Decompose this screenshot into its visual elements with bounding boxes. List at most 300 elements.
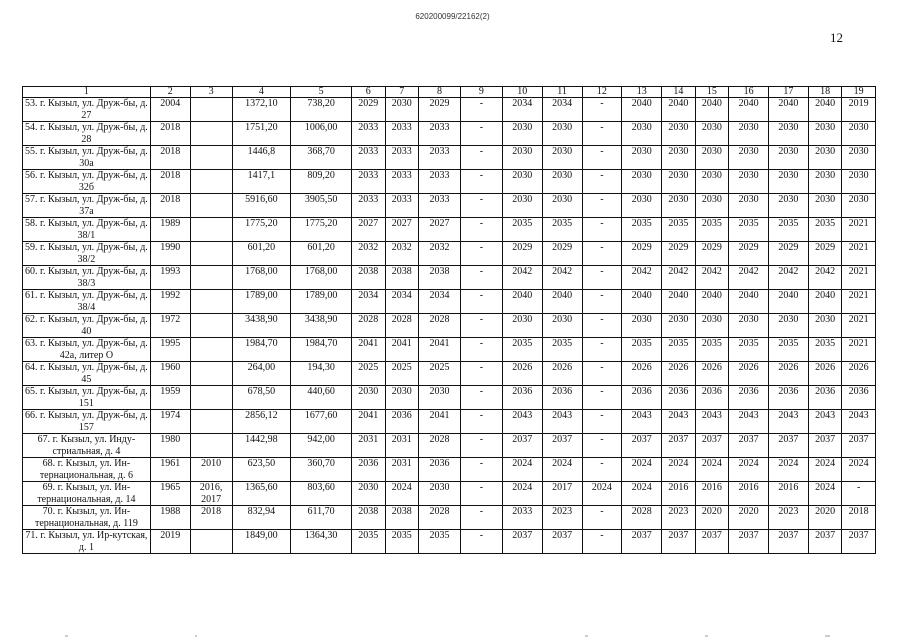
repair-year-cell	[190, 530, 232, 554]
planned-year-cell: 2037	[808, 530, 842, 554]
area-cell: 3438,90	[232, 314, 291, 338]
planned-year-cell: 2042	[502, 266, 542, 290]
planned-year-cell: 2040	[695, 98, 729, 122]
planned-year-cell: 2029	[502, 242, 542, 266]
planned-year-cell: -	[582, 122, 622, 146]
housing-register-table	[22, 86, 876, 554]
planned-year-cell: 2028	[622, 506, 662, 530]
planned-year-cell: 2030	[808, 194, 842, 218]
repair-year-cell	[190, 146, 232, 170]
build-year-cell: 2004	[150, 98, 190, 122]
planned-year-cell: 2018	[842, 506, 876, 530]
planned-year-cell: -	[582, 410, 622, 434]
column-header: 18	[808, 87, 842, 98]
planned-year-cell: 2030	[502, 194, 542, 218]
planned-year-cell: 2035	[769, 218, 809, 242]
planned-year-cell: 2036	[419, 458, 461, 482]
planned-year-cell: 2024	[622, 482, 662, 506]
planned-year-cell: 2038	[352, 506, 386, 530]
planned-year-cell: 2034	[385, 290, 419, 314]
planned-year-cell: 2029	[419, 98, 461, 122]
build-year-cell: 1995	[150, 338, 190, 362]
planned-year-cell: 2028	[419, 506, 461, 530]
column-header: 11	[542, 87, 582, 98]
planned-year-cell: 2024	[808, 482, 842, 506]
planned-year-cell: 2035	[502, 338, 542, 362]
planned-year-cell: 2035	[622, 338, 662, 362]
planned-year-cell: 2030	[622, 122, 662, 146]
planned-year-cell: 2040	[729, 290, 769, 314]
planned-year-cell: 2042	[808, 266, 842, 290]
planned-year-cell: 2029	[808, 242, 842, 266]
planned-year-cell: 2030	[769, 194, 809, 218]
repair-year-cell	[190, 290, 232, 314]
planned-year-cell: 2030	[769, 146, 809, 170]
area-cell: 601,20	[291, 242, 352, 266]
planned-year-cell: 2030	[842, 122, 876, 146]
planned-year-cell: 2043	[662, 410, 696, 434]
planned-year-cell: 2030	[542, 170, 582, 194]
planned-year-cell: 2030	[622, 314, 662, 338]
planned-year-cell: 2024	[842, 458, 876, 482]
build-year-cell: 1990	[150, 242, 190, 266]
planned-year-cell: 2037	[769, 530, 809, 554]
planned-year-cell: 2026	[808, 362, 842, 386]
planned-year-cell: 2035	[622, 218, 662, 242]
planned-year-cell: 2016	[729, 482, 769, 506]
repair-year-cell	[190, 386, 232, 410]
table-row	[23, 458, 876, 482]
column-header: 4	[232, 87, 291, 98]
planned-year-cell: 2019	[842, 98, 876, 122]
table-row	[23, 506, 876, 530]
repair-year-cell: 2016, 2017	[190, 482, 232, 506]
column-header: 12	[582, 87, 622, 98]
planned-year-cell: 2042	[622, 266, 662, 290]
planned-year-cell: 2043	[622, 410, 662, 434]
planned-year-cell: 2033	[385, 146, 419, 170]
document-id: 620200099/22162(2)	[415, 12, 490, 21]
planned-year-cell: 2043	[808, 410, 842, 434]
area-cell: 942,00	[291, 434, 352, 458]
table-row	[23, 266, 876, 290]
planned-year-cell: 2037	[662, 434, 696, 458]
planned-year-cell: 2030	[662, 170, 696, 194]
build-year-cell: 1959	[150, 386, 190, 410]
planned-year-cell: 2041	[352, 410, 386, 434]
planned-year-cell: 2037	[808, 434, 842, 458]
planned-year-cell: 2030	[842, 194, 876, 218]
address-cell: 61. г. Кызыл, ул. Друж-бы, д. 38/4	[23, 290, 151, 314]
planned-year-cell: 2030	[808, 122, 842, 146]
planned-year-cell: 2034	[352, 290, 386, 314]
planned-year-cell: 2041	[352, 338, 386, 362]
area-cell: 1849,00	[232, 530, 291, 554]
planned-year-cell: 2042	[729, 266, 769, 290]
planned-year-cell: 2029	[352, 98, 386, 122]
build-year-cell: 1988	[150, 506, 190, 530]
planned-year-cell: -	[582, 530, 622, 554]
planned-year-cell: -	[460, 98, 502, 122]
build-year-cell: 1980	[150, 434, 190, 458]
area-cell: 360,70	[291, 458, 352, 482]
planned-year-cell: 2036	[622, 386, 662, 410]
planned-year-cell: 2041	[419, 338, 461, 362]
planned-year-cell: -	[460, 338, 502, 362]
planned-year-cell: 2040	[662, 98, 696, 122]
planned-year-cell: 2021	[842, 266, 876, 290]
planned-year-cell: 2036	[352, 458, 386, 482]
planned-year-cell: 2040	[542, 290, 582, 314]
planned-year-cell: 2033	[419, 122, 461, 146]
build-year-cell: 2018	[150, 194, 190, 218]
planned-year-cell: 2035	[808, 338, 842, 362]
repair-year-cell: 2018	[190, 506, 232, 530]
repair-year-cell	[190, 410, 232, 434]
planned-year-cell: -	[582, 170, 622, 194]
planned-year-cell: 2036	[729, 386, 769, 410]
column-number-row	[23, 87, 876, 98]
planned-year-cell: 2038	[352, 266, 386, 290]
planned-year-cell: -	[460, 266, 502, 290]
column-header: 8	[419, 87, 461, 98]
planned-year-cell: 2032	[352, 242, 386, 266]
address-cell: 62. г. Кызыл, ул. Друж-бы, д. 40	[23, 314, 151, 338]
planned-year-cell: 2026	[729, 362, 769, 386]
area-cell: 1984,70	[291, 338, 352, 362]
planned-year-cell: 2043	[769, 410, 809, 434]
planned-year-cell: 2024	[695, 458, 729, 482]
planned-year-cell: 2031	[385, 434, 419, 458]
table-row	[23, 242, 876, 266]
planned-year-cell: 2024	[622, 458, 662, 482]
planned-year-cell: 2029	[769, 242, 809, 266]
planned-year-cell: -	[582, 242, 622, 266]
planned-year-cell: 2029	[662, 242, 696, 266]
planned-year-cell: 2030	[352, 386, 386, 410]
column-header: 15	[695, 87, 729, 98]
planned-year-cell: -	[582, 362, 622, 386]
repair-year-cell	[190, 98, 232, 122]
build-year-cell: 1960	[150, 362, 190, 386]
column-header: 2	[150, 87, 190, 98]
planned-year-cell: 2034	[419, 290, 461, 314]
planned-year-cell: -	[460, 386, 502, 410]
planned-year-cell: 2027	[352, 218, 386, 242]
area-cell: 1442,98	[232, 434, 291, 458]
address-cell: 56. г. Кызыл, ул. Друж-бы, д. 32б	[23, 170, 151, 194]
planned-year-cell: 2030	[695, 170, 729, 194]
planned-year-cell: 2024	[769, 458, 809, 482]
planned-year-cell: 2029	[622, 242, 662, 266]
planned-year-cell: 2042	[769, 266, 809, 290]
repair-year-cell	[190, 242, 232, 266]
planned-year-cell: 2035	[808, 218, 842, 242]
table-row	[23, 530, 876, 554]
area-cell: 1789,00	[291, 290, 352, 314]
planned-year-cell: 2030	[729, 122, 769, 146]
planned-year-cell: -	[460, 482, 502, 506]
area-cell: 264,00	[232, 362, 291, 386]
planned-year-cell: 2031	[385, 458, 419, 482]
planned-year-cell: 2036	[385, 410, 419, 434]
planned-year-cell: 2026	[695, 362, 729, 386]
planned-year-cell: 2033	[385, 170, 419, 194]
planned-year-cell: 2021	[842, 338, 876, 362]
planned-year-cell: -	[582, 314, 622, 338]
planned-year-cell: 2024	[502, 482, 542, 506]
planned-year-cell: 2020	[729, 506, 769, 530]
area-cell: 1984,70	[232, 338, 291, 362]
repair-year-cell	[190, 170, 232, 194]
column-header: 1	[23, 87, 151, 98]
planned-year-cell: 2030	[842, 146, 876, 170]
planned-year-cell: 2030	[729, 194, 769, 218]
area-cell: 1775,20	[232, 218, 291, 242]
table-row	[23, 314, 876, 338]
planned-year-cell: -	[460, 194, 502, 218]
table-row	[23, 122, 876, 146]
planned-year-cell: -	[460, 122, 502, 146]
planned-year-cell: 2037	[695, 434, 729, 458]
planned-year-cell: 2030	[385, 386, 419, 410]
area-cell: 1446,8	[232, 146, 291, 170]
table-row	[23, 218, 876, 242]
area-cell: 611,70	[291, 506, 352, 530]
address-cell: 67. г. Кызыл, ул. Инду-стриальная, д. 4	[23, 434, 151, 458]
planned-year-cell: 2035	[352, 530, 386, 554]
column-header: 14	[662, 87, 696, 98]
planned-year-cell: 2032	[385, 242, 419, 266]
planned-year-cell: 2028	[419, 314, 461, 338]
planned-year-cell: 2033	[352, 170, 386, 194]
area-cell: 440,60	[291, 386, 352, 410]
planned-year-cell: 2043	[502, 410, 542, 434]
planned-year-cell: 2030	[502, 170, 542, 194]
planned-year-cell: 2032	[419, 242, 461, 266]
area-cell: 678,50	[232, 386, 291, 410]
area-cell: 1789,00	[232, 290, 291, 314]
planned-year-cell: 2043	[842, 410, 876, 434]
table-body	[23, 98, 876, 554]
planned-year-cell: -	[582, 506, 622, 530]
planned-year-cell: 2035	[502, 218, 542, 242]
build-year-cell: 2019	[150, 530, 190, 554]
area-cell: 1677,60	[291, 410, 352, 434]
planned-year-cell: 2030	[542, 314, 582, 338]
planned-year-cell: 2030	[769, 314, 809, 338]
planned-year-cell: 2030	[662, 314, 696, 338]
planned-year-cell: 2033	[352, 194, 386, 218]
column-header: 13	[622, 87, 662, 98]
column-header: 17	[769, 87, 809, 98]
planned-year-cell: 2030	[808, 170, 842, 194]
planned-year-cell: 2030	[769, 170, 809, 194]
planned-year-cell: 2042	[662, 266, 696, 290]
build-year-cell: 1961	[150, 458, 190, 482]
planned-year-cell: 2037	[662, 530, 696, 554]
planned-year-cell: 2043	[695, 410, 729, 434]
planned-year-cell: 2030	[808, 146, 842, 170]
planned-year-cell: 2030	[695, 146, 729, 170]
area-cell: 809,20	[291, 170, 352, 194]
repair-year-cell	[190, 194, 232, 218]
planned-year-cell: -	[460, 434, 502, 458]
column-header: 3	[190, 87, 232, 98]
address-cell: 69. г. Кызыл, ул. Ин-тернациональная, д. 14	[23, 482, 151, 506]
planned-year-cell: 2038	[385, 506, 419, 530]
planned-year-cell: 2037	[542, 434, 582, 458]
planned-year-cell: 2033	[502, 506, 542, 530]
planned-year-cell: 2030	[695, 194, 729, 218]
repair-year-cell	[190, 122, 232, 146]
address-cell: 58. г. Кызыл, ул. Друж-бы, д. 38/1	[23, 218, 151, 242]
planned-year-cell: 2030	[419, 482, 461, 506]
planned-year-cell: -	[842, 482, 876, 506]
column-header: 5	[291, 87, 352, 98]
planned-year-cell: 2036	[542, 386, 582, 410]
planned-year-cell: 2035	[662, 218, 696, 242]
planned-year-cell: 2030	[695, 122, 729, 146]
planned-year-cell: 2037	[695, 530, 729, 554]
planned-year-cell: -	[582, 146, 622, 170]
area-cell: 623,50	[232, 458, 291, 482]
area-cell: 368,70	[291, 146, 352, 170]
planned-year-cell: 2026	[769, 362, 809, 386]
planned-year-cell: 2035	[695, 218, 729, 242]
address-cell: 63. г. Кызыл, ул. Друж-бы, д. 42а, литер О	[23, 338, 151, 362]
planned-year-cell: 2030	[729, 146, 769, 170]
planned-year-cell: -	[460, 242, 502, 266]
planned-year-cell: 2033	[352, 146, 386, 170]
planned-year-cell: 2021	[842, 290, 876, 314]
planned-year-cell: 2030	[662, 122, 696, 146]
planned-year-cell: 2028	[419, 434, 461, 458]
planned-year-cell: -	[460, 146, 502, 170]
planned-year-cell: 2025	[352, 362, 386, 386]
planned-year-cell: 2026	[622, 362, 662, 386]
planned-year-cell: 2037	[842, 434, 876, 458]
area-cell: 1768,00	[232, 266, 291, 290]
area-cell: 1768,00	[291, 266, 352, 290]
planned-year-cell: -	[460, 290, 502, 314]
planned-year-cell: -	[460, 458, 502, 482]
area-cell: 738,20	[291, 98, 352, 122]
table-row	[23, 338, 876, 362]
planned-year-cell: 2021	[842, 218, 876, 242]
planned-year-cell: 2030	[842, 170, 876, 194]
build-year-cell: 2018	[150, 146, 190, 170]
planned-year-cell: 2016	[662, 482, 696, 506]
planned-year-cell: 2037	[542, 530, 582, 554]
planned-year-cell: -	[460, 170, 502, 194]
planned-year-cell: 2026	[842, 362, 876, 386]
area-cell: 194,30	[291, 362, 352, 386]
planned-year-cell: 2030	[769, 122, 809, 146]
planned-year-cell: 2030	[542, 146, 582, 170]
table-row	[23, 362, 876, 386]
planned-year-cell: 2036	[662, 386, 696, 410]
planned-year-cell: 2024	[808, 458, 842, 482]
planned-year-cell: 2030	[695, 314, 729, 338]
planned-year-cell: -	[582, 194, 622, 218]
table-row	[23, 386, 876, 410]
planned-year-cell: 2042	[695, 266, 729, 290]
planned-year-cell: 2028	[385, 314, 419, 338]
scan-edge-marks	[0, 634, 905, 638]
build-year-cell: 1993	[150, 266, 190, 290]
build-year-cell: 1974	[150, 410, 190, 434]
table-row	[23, 98, 876, 122]
planned-year-cell: 2026	[502, 362, 542, 386]
table-row	[23, 434, 876, 458]
planned-year-cell: 2030	[662, 194, 696, 218]
planned-year-cell: 2026	[542, 362, 582, 386]
column-header: 9	[460, 87, 502, 98]
repair-year-cell	[190, 218, 232, 242]
planned-year-cell: 2030	[419, 386, 461, 410]
column-header: 6	[352, 87, 386, 98]
planned-year-cell: 2030	[352, 482, 386, 506]
planned-year-cell: 2030	[622, 194, 662, 218]
table-row	[23, 482, 876, 506]
planned-year-cell: 2030	[662, 146, 696, 170]
planned-year-cell: -	[582, 338, 622, 362]
repair-year-cell	[190, 362, 232, 386]
planned-year-cell: 2034	[502, 98, 542, 122]
repair-year-cell	[190, 434, 232, 458]
planned-year-cell: 2028	[352, 314, 386, 338]
area-cell: 1364,30	[291, 530, 352, 554]
planned-year-cell: 2023	[662, 506, 696, 530]
planned-year-cell: 2030	[502, 122, 542, 146]
build-year-cell: 1989	[150, 218, 190, 242]
planned-year-cell: 2036	[808, 386, 842, 410]
planned-year-cell: 2033	[385, 122, 419, 146]
planned-year-cell: 2038	[385, 266, 419, 290]
planned-year-cell: 2036	[769, 386, 809, 410]
address-cell: 71. г. Кызыл, ул. Ир-кутская, д. 1	[23, 530, 151, 554]
planned-year-cell: 2035	[769, 338, 809, 362]
table-row	[23, 194, 876, 218]
area-cell: 3438,90	[291, 314, 352, 338]
planned-year-cell: 2024	[582, 482, 622, 506]
planned-year-cell: 2035	[729, 338, 769, 362]
planned-year-cell: 2030	[729, 314, 769, 338]
column-header: 19	[842, 87, 876, 98]
planned-year-cell: 2035	[695, 338, 729, 362]
table-row	[23, 290, 876, 314]
planned-year-cell: 2035	[542, 218, 582, 242]
planned-year-cell: -	[582, 434, 622, 458]
build-year-cell: 2018	[150, 170, 190, 194]
column-header: 10	[502, 87, 542, 98]
area-cell: 803,60	[291, 482, 352, 506]
planned-year-cell: 2024	[662, 458, 696, 482]
planned-year-cell: 2025	[385, 362, 419, 386]
column-header: 16	[729, 87, 769, 98]
planned-year-cell: 2024	[385, 482, 419, 506]
planned-year-cell: 2030	[502, 146, 542, 170]
area-cell: 5916,60	[232, 194, 291, 218]
planned-year-cell: 2042	[542, 266, 582, 290]
planned-year-cell: 2040	[769, 98, 809, 122]
planned-year-cell: 2043	[729, 410, 769, 434]
planned-year-cell: 2038	[419, 266, 461, 290]
planned-year-cell: 2025	[419, 362, 461, 386]
planned-year-cell: 2036	[842, 386, 876, 410]
area-cell: 1751,20	[232, 122, 291, 146]
